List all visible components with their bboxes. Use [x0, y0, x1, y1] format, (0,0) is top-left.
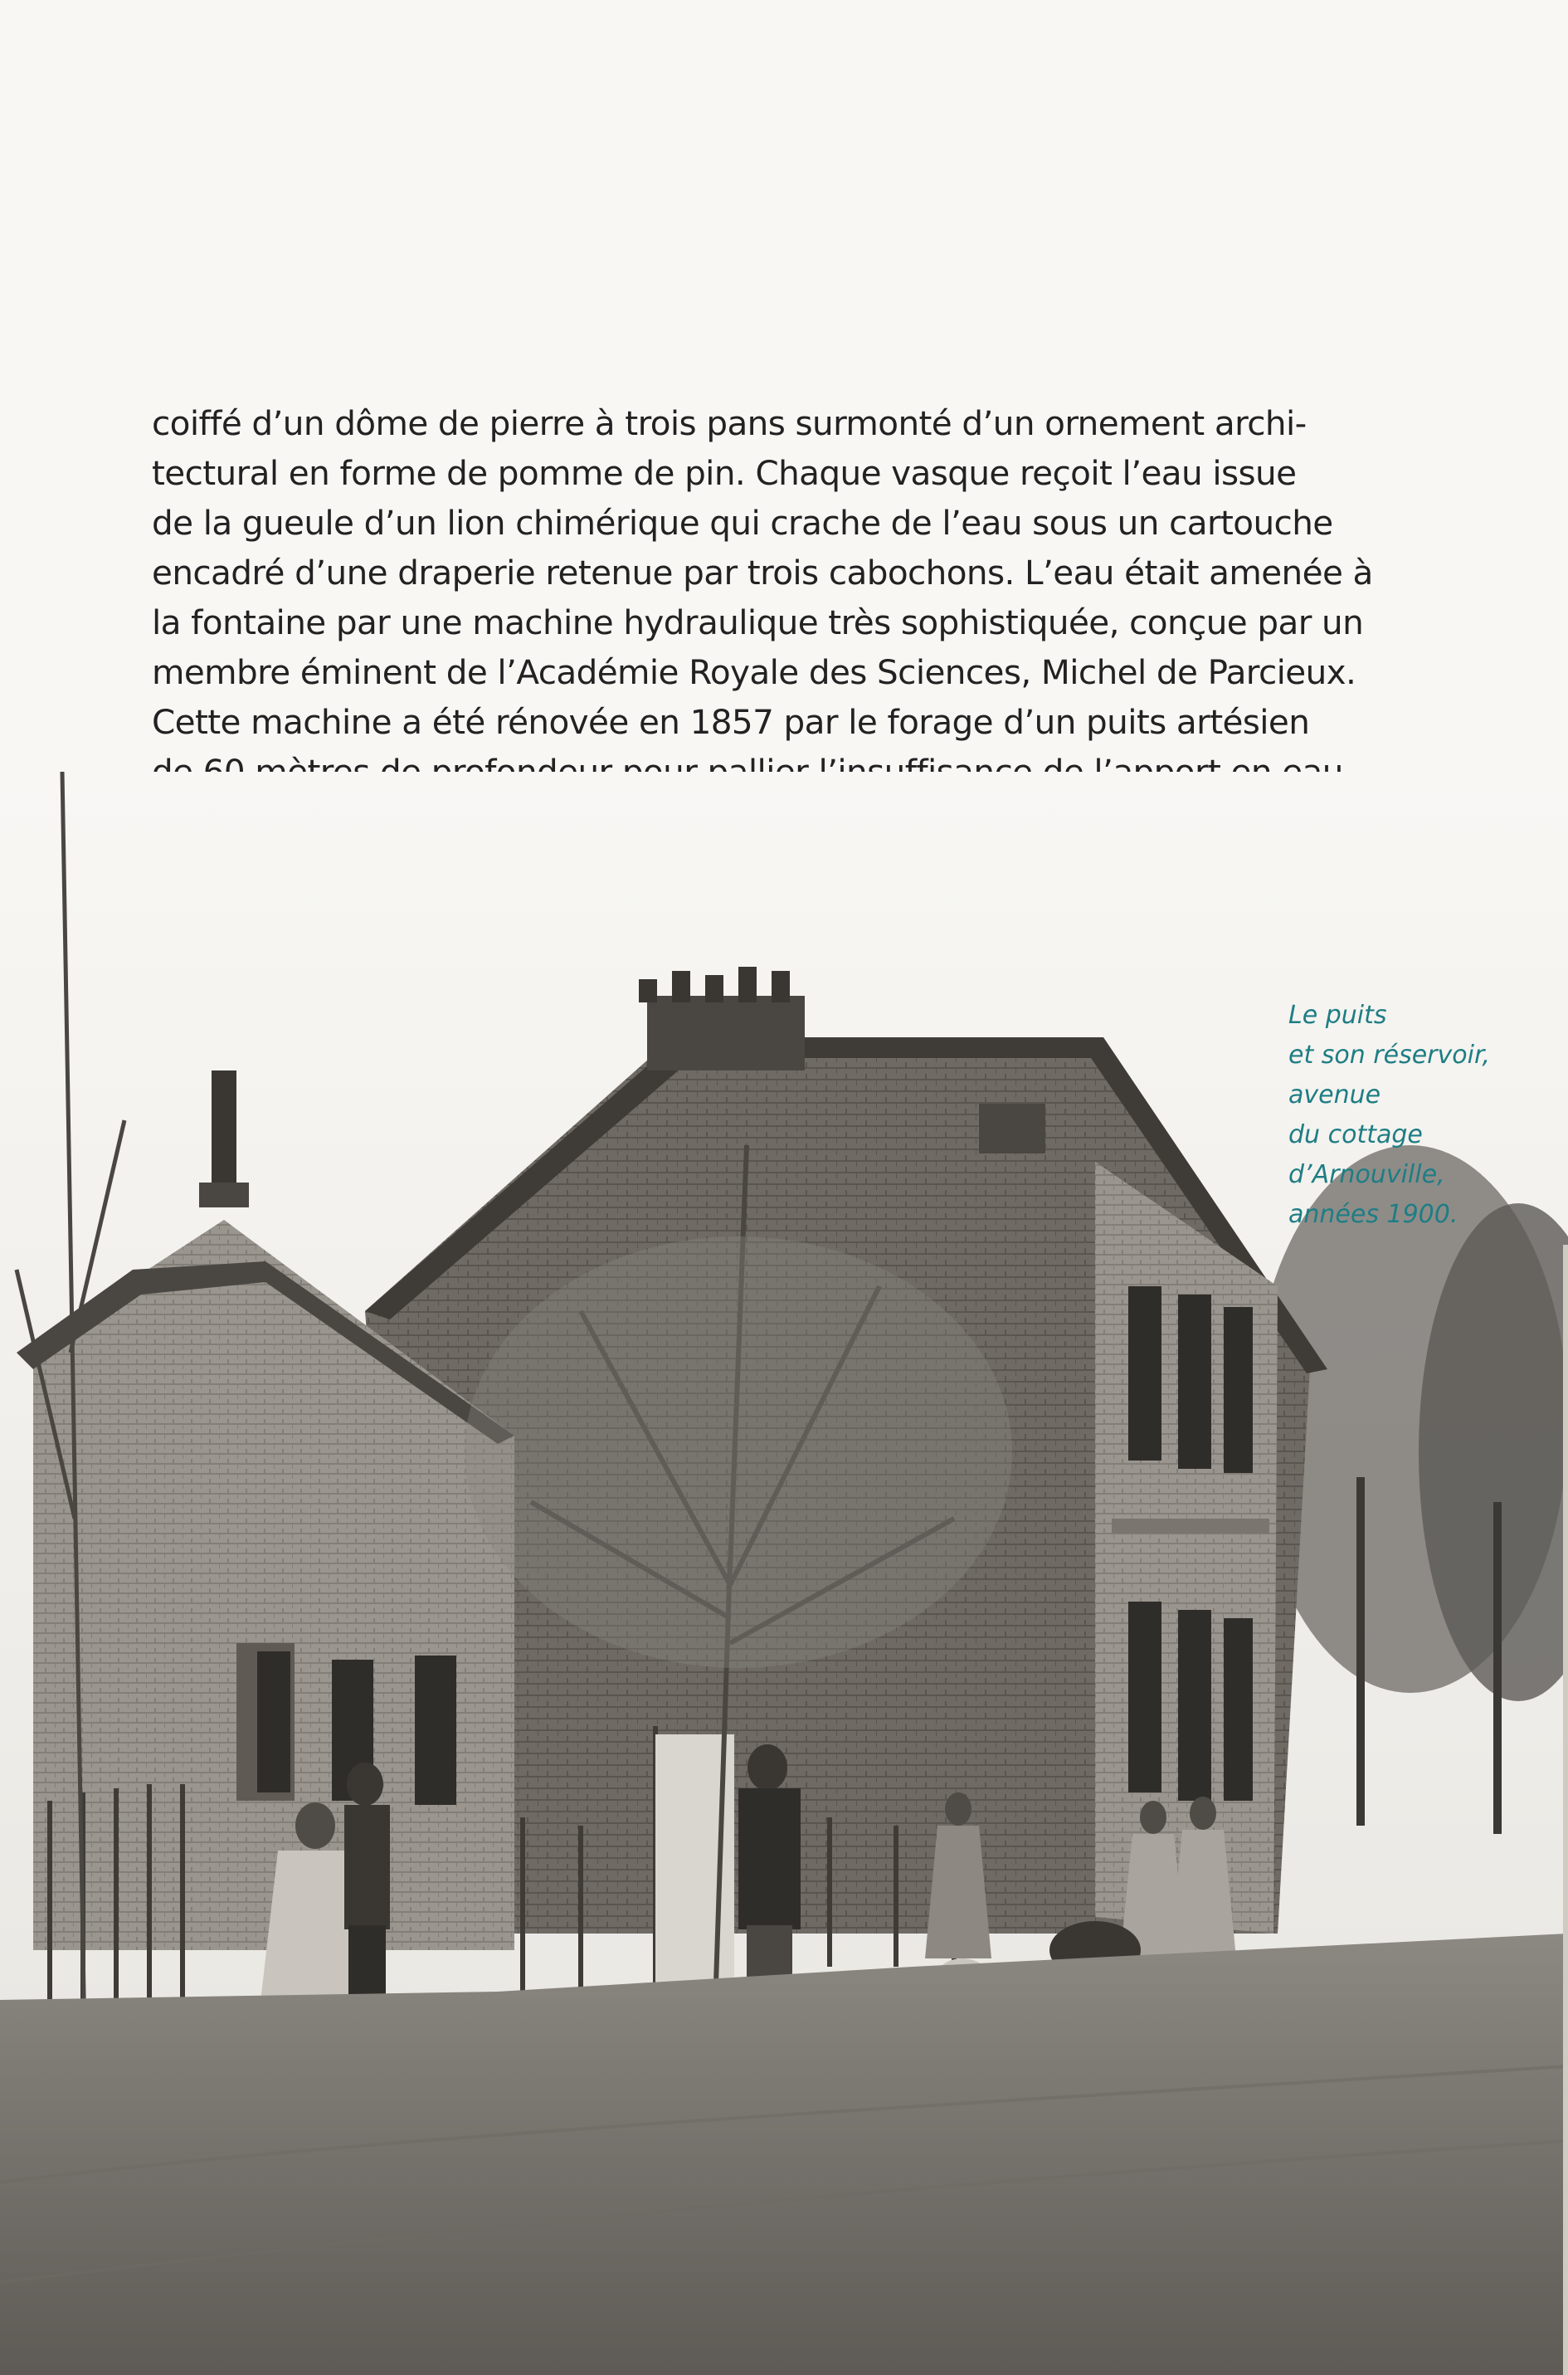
tree-canopy [465, 1236, 1012, 1668]
body-line: de la gueule d’un lion chimérique qui crache de l’eau sous un cartouche [152, 503, 1333, 543]
photo-caption [1288, 996, 1537, 1235]
caption-line: du cottage [1288, 1120, 1423, 1149]
caption-line: Le puits [1288, 1001, 1387, 1030]
body-line: encadré d’une draperie retenue par trois cabochons. L’eau était amenée à [152, 553, 1373, 593]
page-edge [1563, 1245, 1568, 2375]
caption-line: et son réservoir, [1288, 1041, 1491, 1070]
body-paragraph [152, 398, 1373, 797]
body-line: membre éminent de l’Académie Royale des Sciences, Michel de Parcieux. [152, 652, 1356, 692]
body-line: Cette machine a été rénovée en 1857 par le forage d’un puits artésien [152, 702, 1310, 742]
caption-line: années 1900. [1288, 1200, 1458, 1229]
caption-line: avenue [1288, 1080, 1381, 1109]
body-line: la fontaine par une machine hydraulique très sophistiquée, conçue par un [152, 602, 1364, 642]
caption-line: d’Arnouville, [1288, 1160, 1445, 1189]
body-line: tectural en forme de pomme de pin. Chaque vasque reçoit l’eau issue [152, 453, 1297, 493]
body-line: coiffé d’un dôme de pierre à trois pans surmonté d’un ornement archi- [152, 403, 1307, 443]
dirt-road [0, 1934, 1568, 2375]
